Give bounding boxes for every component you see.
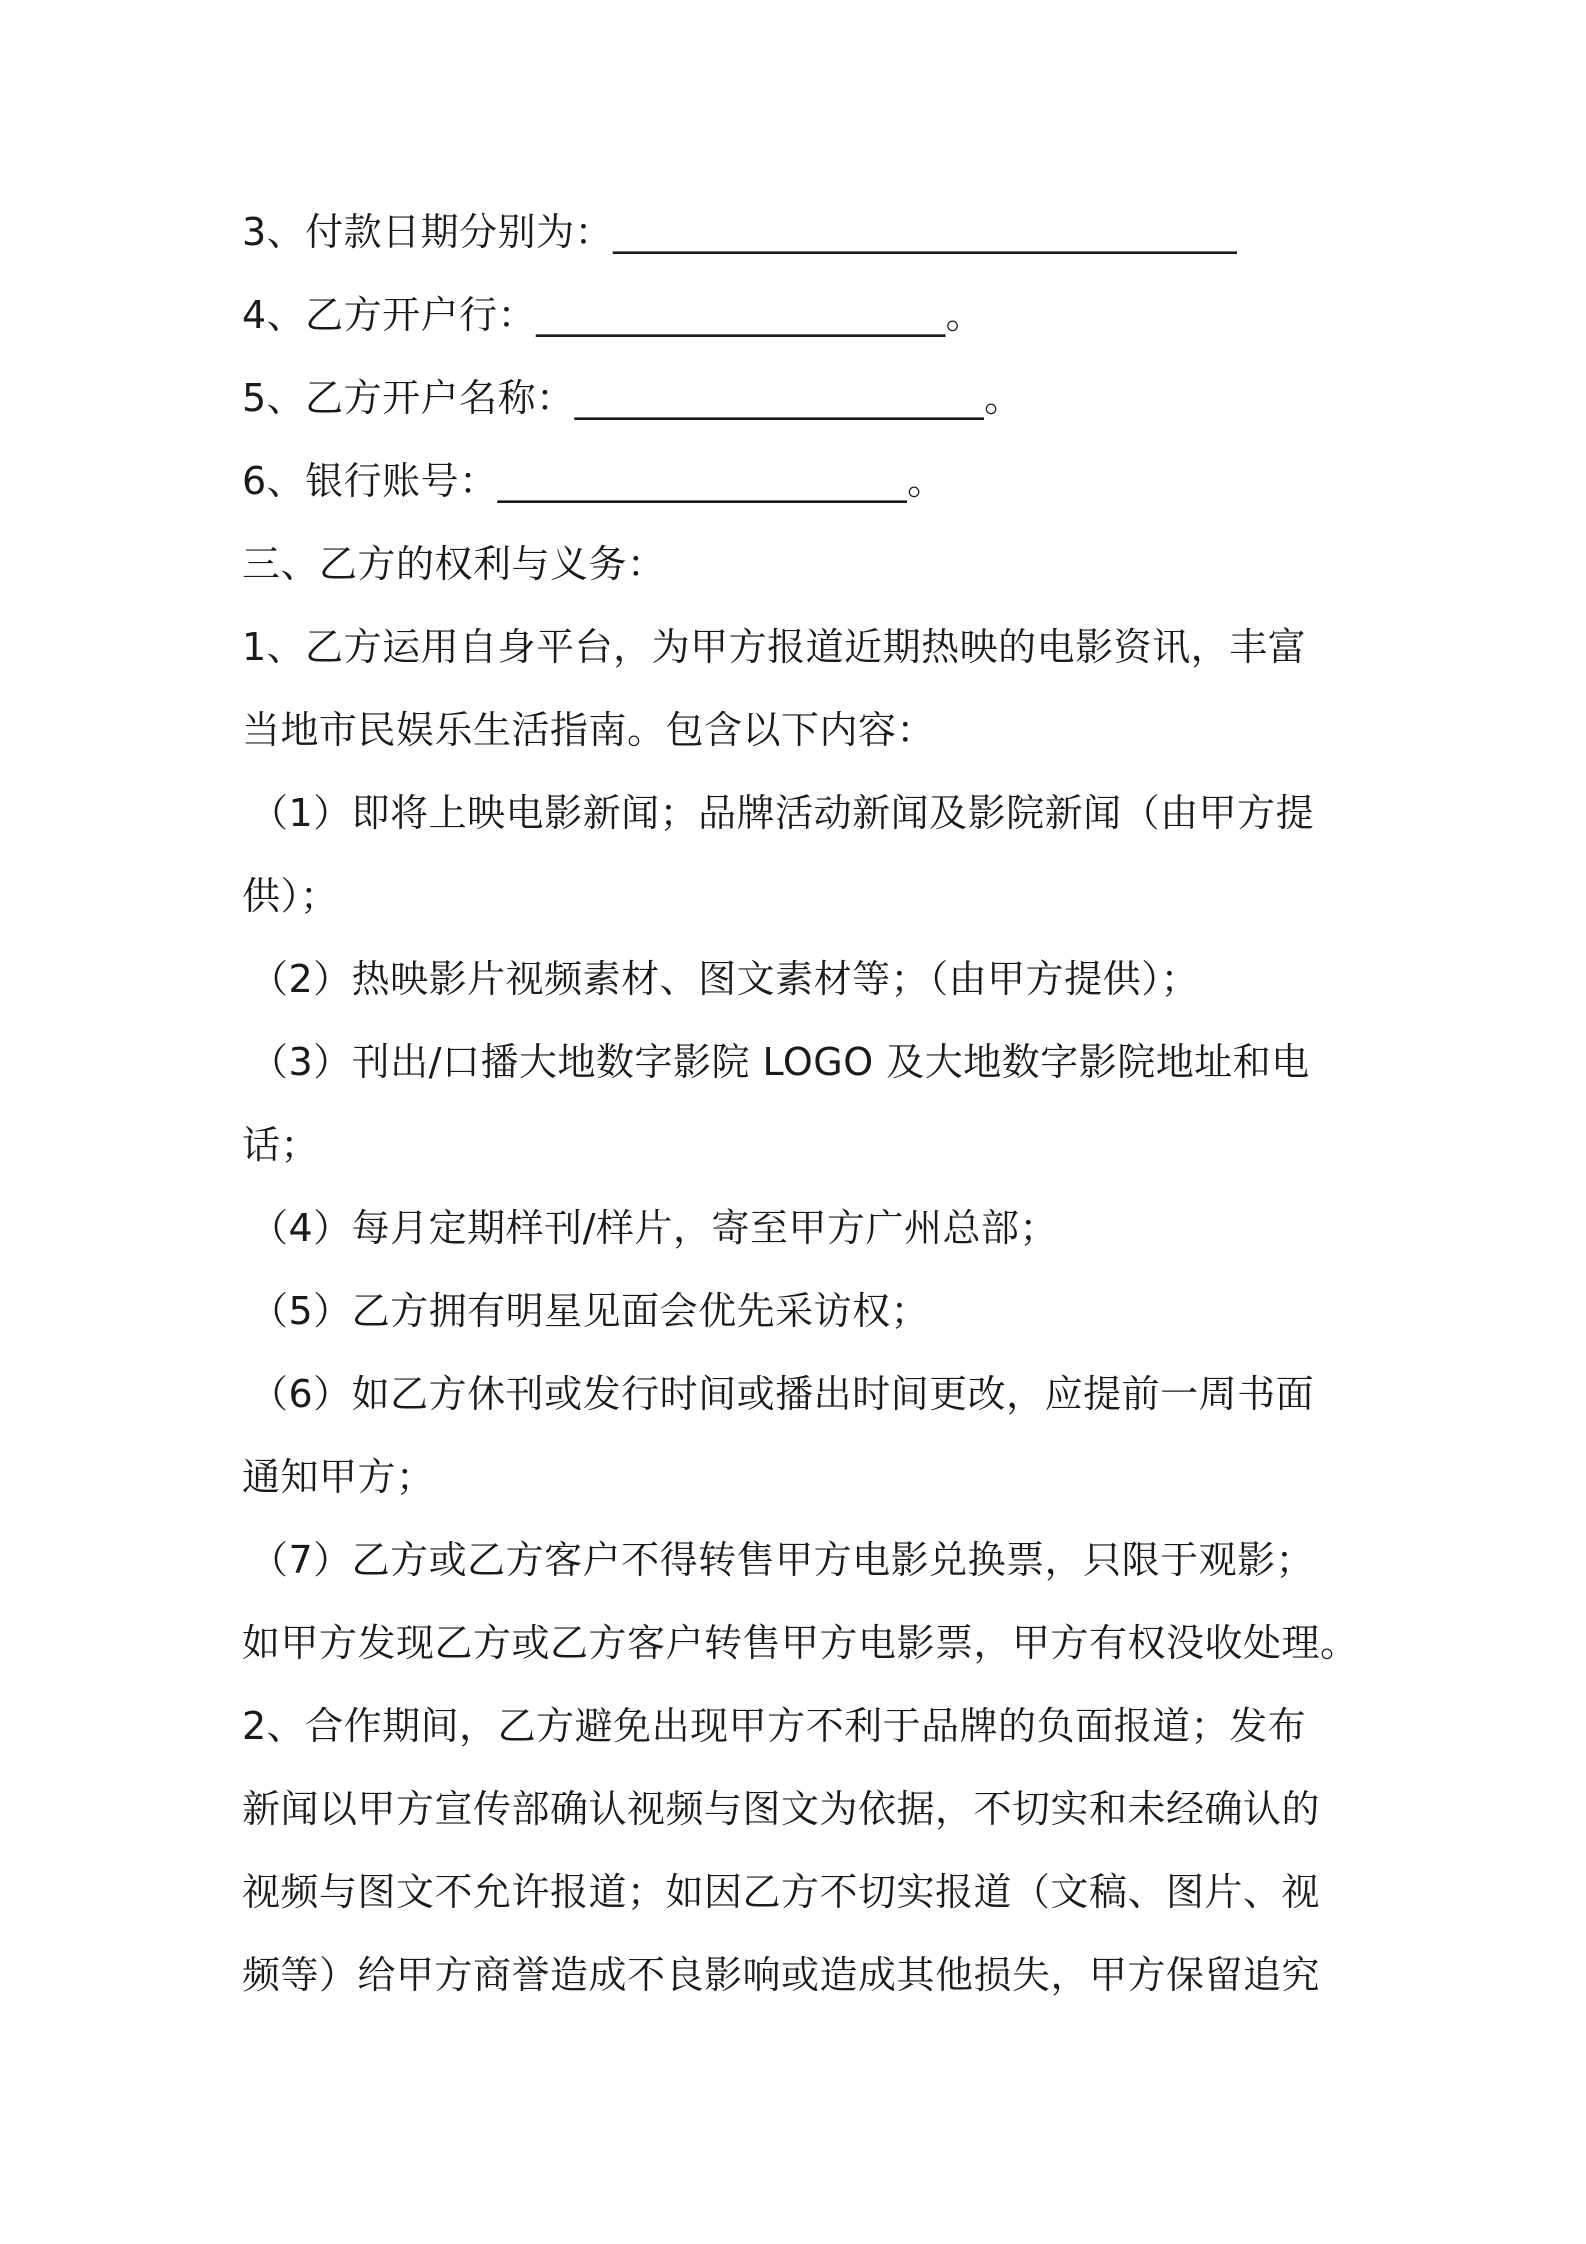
paragraph-line: 当地市民娱乐生活指南。包含以下内容： — [242, 708, 936, 752]
list-item-continuation: 供）； — [242, 874, 339, 918]
list-item-line: （1）即将上映电影新闻；品牌活动新闻及影院新闻（由甲方提 — [250, 791, 1315, 835]
list-item-continuation: 如甲方发现乙方或乙方客户转售甲方电影票，甲方有权没收处理。 — [242, 1621, 1359, 1665]
list-item-line: （7）乙方或乙方客户不得转售甲方电影兑换票，只限于观影； — [250, 1538, 1315, 1582]
section-heading: 三、乙方的权利与义务： — [242, 542, 666, 586]
list-item-line: （2）热映影片视频素材、图文素材等；（由甲方提供）； — [250, 957, 1200, 1001]
bank-line: 4、乙方开户行：_____________________。 — [242, 293, 985, 337]
account-name-line: 5、乙方开户名称：_____________________。 — [242, 376, 1023, 420]
document-page — [242, 202, 1382, 2028]
paragraph-line: 新闻以甲方宣传部确认视频与图文为依据，不切实和未经确认的 — [242, 1787, 1321, 1831]
account-number-line: 6、银行账号：_____________________。 — [242, 459, 946, 503]
list-item-continuation: 话； — [242, 1123, 320, 1167]
paragraph-line: 视频与图文不允许报道；如因乙方不切实报道（文稿、图片、视 — [242, 1870, 1321, 1914]
list-item-line: （4）每月定期样刊/样片，寄至甲方广州总部； — [250, 1206, 1058, 1250]
paragraph-line: 2、合作期间，乙方避免出现甲方不利于品牌的负面报道；发布 — [242, 1704, 1307, 1748]
paragraph-line: 1、乙方运用自身平台，为甲方报道近期热映的电影资讯，丰富 — [242, 625, 1307, 669]
paragraph-line: 频等）给甲方商誉造成不良影响或造成其他损失，甲方保留追究 — [242, 1953, 1321, 1997]
list-item-line: （5）乙方拥有明星见面会优先采访权； — [250, 1289, 930, 1333]
payment-date-line: 3、付款日期分别为：________________________________ — [242, 210, 1238, 254]
list-item-line: （6）如乙方休刊或发行时间或播出时间更改，应提前一周书面 — [250, 1372, 1315, 1416]
list-item-continuation: 通知甲方； — [242, 1455, 435, 1499]
list-item-line: （3）刊出/口播大地数字影院 LOGO 及大地数字影院地址和电 — [250, 1040, 1310, 1084]
